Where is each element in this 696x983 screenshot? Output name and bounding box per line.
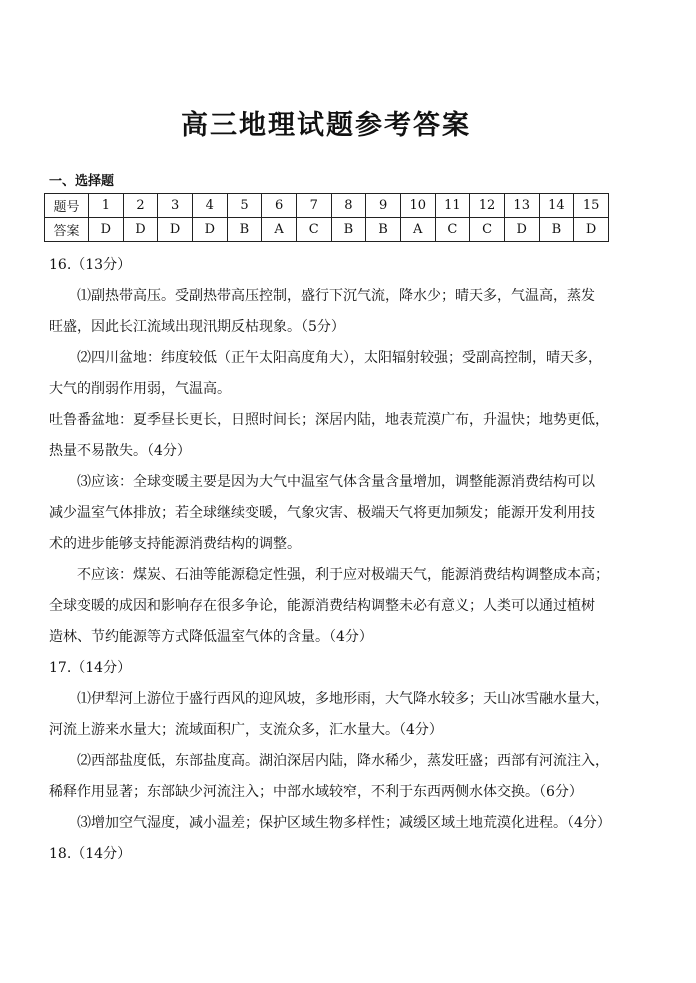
table-cell: B	[539, 218, 574, 242]
q17-header: 17.（14分）	[49, 660, 132, 676]
table-cell: D	[89, 218, 124, 242]
table-cell: B	[227, 218, 262, 242]
table-cell: 4	[192, 194, 227, 218]
answer-table	[44, 193, 609, 242]
q16-part1-line1: ⑴副热带高压。受副热带高压控制，盛行下沉气流，降水少；晴天多，气温高，蒸发	[77, 288, 595, 304]
table-cell: 10	[400, 194, 435, 218]
q16-part4-line3: 造林、节约能源等方式降低温室气体的含量。（4分）	[49, 629, 373, 645]
table-cell: A	[262, 218, 297, 242]
table-cell: B	[366, 218, 401, 242]
table-cell: 13	[504, 194, 539, 218]
table-cell: 1	[89, 194, 124, 218]
table-cell: C	[470, 218, 505, 242]
q16-part3-line1: ⑶应该：全球变暖主要是因为大气中温室气体含量含量增加，调整能源消费结构可以	[77, 474, 595, 490]
table-cell: 3	[158, 194, 193, 218]
row-header-answer: 答案	[45, 218, 89, 242]
table-cell: 7	[296, 194, 331, 218]
q16-part1-line2: 旺盛，因此长江流域出现汛期反枯现象。（5分）	[49, 319, 345, 335]
q16-part2-line1: ⑵四川盆地：纬度较低（正午太阳高度角大），太阳辐射较强；受副高控制，晴天多，	[77, 350, 602, 366]
q16-part2-line3: 吐鲁番盆地：夏季昼长更长，日照时间长；深居内陆，地表荒漠广布，升温快；地势更低，	[49, 412, 609, 428]
table-cell: 2	[123, 194, 158, 218]
table-cell: 14	[539, 194, 574, 218]
page-title: 高三地理试题参考答案	[181, 110, 471, 141]
table-cell: 8	[331, 194, 366, 218]
table-cell: B	[331, 218, 366, 242]
row-header-number: 题号	[45, 194, 89, 218]
table-cell: D	[504, 218, 539, 242]
q18-header: 18.（14分）	[49, 846, 132, 862]
table-cell: 11	[435, 194, 470, 218]
q17-part3-line1: ⑶增加空气湿度，减小温差；保护区域生物多样性；减缓区域土地荒漠化进程。（4分）	[77, 815, 611, 831]
table-cell: D	[158, 218, 193, 242]
q16-part2-line2: 大气的削弱作用弱，气温高。	[49, 381, 231, 397]
table-cell: D	[123, 218, 158, 242]
q17-part2-line2: 稀释作用显著；东部缺少河流注入；中部水域较窄，不利于东西两侧水体交换。（6分）	[49, 784, 583, 800]
q16-part4-line1: 不应该：煤炭、石油等能源稳定性强，利于应对极端天气，能源消费结构调整成本高；	[77, 567, 609, 583]
table-cell: D	[192, 218, 227, 242]
table-cell: A	[400, 218, 435, 242]
table-cell: D	[574, 218, 609, 242]
q16-header: 16.（13分）	[49, 257, 132, 273]
answers-content	[49, 250, 609, 870]
question-number-row	[45, 194, 609, 218]
q16-part2-line4: 热量不易散失。（4分）	[49, 443, 191, 459]
section-label: 一、选择题	[49, 174, 115, 189]
table-cell: 12	[470, 194, 505, 218]
table-cell: 5	[227, 194, 262, 218]
q17-part1-line2: 河流上游来水量大；流域面积广，支流众多，汇水量大。（4分）	[49, 722, 443, 738]
q17-part1-line1: ⑴伊犁河上游位于盛行西风的迎风坡，多地形雨，大气降水较多；天山冰雪融水量大，	[77, 691, 609, 707]
table-cell: C	[435, 218, 470, 242]
table-cell: 6	[262, 194, 297, 218]
table-cell: 9	[366, 194, 401, 218]
q16-part3-line3: 术的进步能够支持能源消费结构的调整。	[49, 536, 301, 552]
q16-part3-line2: 减少温室气体排放；若全球继续变暖，气象灾害、极端天气将更加频发；能源开发利用技	[49, 505, 595, 521]
table-cell: C	[296, 218, 331, 242]
answer-row	[45, 218, 609, 242]
q16-part4-line2: 全球变暖的成因和影响存在很多争论，能源消费结构调整未必有意义；人类可以通过植树	[49, 598, 595, 614]
table-cell: 15	[574, 194, 609, 218]
q17-part2-line1: ⑵西部盐度低，东部盐度高。湖泊深居内陆，降水稀少，蒸发旺盛；西部有河流注入，	[77, 753, 609, 769]
